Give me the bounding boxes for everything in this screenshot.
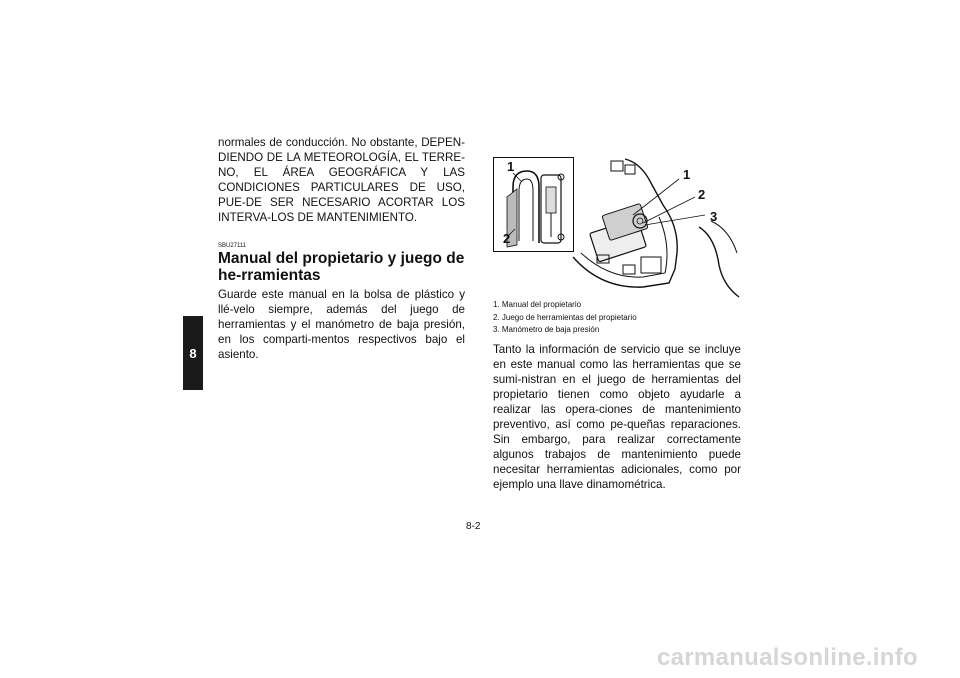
callout-3: 3 [710, 209, 718, 224]
right-column [493, 157, 741, 492]
chapter-tab: 8 [183, 316, 203, 390]
callout-2: 2 [698, 187, 706, 202]
figure-illustration [493, 157, 741, 299]
inset-callout-1: 1 [507, 159, 515, 174]
section-title: Manual del propietario y juego de he-rramientas [218, 250, 465, 284]
reference-code: SBU27111 [218, 243, 247, 249]
right-body-paragraph: Tanto la información de servicio que se incluye en este manual como las herramientas que se sumi-nistran en el juego de herramientas del propietario tienen como objeto ayudarle a realizar las opera-ciones de mantenimiento preventivo, así como pe-queñas reparaciones. Sin embargo, para realizar correctamente algunos trabajos de mantenimiento puede necesitar herramientas adicionales, como por ejemplo una llave dinamométrica. [493, 342, 741, 491]
body-panel [699, 227, 739, 297]
callout-1: 1 [683, 167, 691, 182]
section-body: Guarde este manual en la bolsa de plástico y llé-velo siempre, además del juego de herramientas y el manómetro de baja presión, en los comparti-mentos respectivos bajo el asiento. [218, 288, 465, 361]
intro-paragraph: normales de conducción. No obstante, DEPEN-DIENDO DE LA METEOROLOGÍA, EL TERRE-NO, EL ÁREA GEOGRÁFICA Y LAS CONDICIONES PARTICULARES DE USO, PUE-DE SER NECESARIO ACORTAR LOS INTERVA-LOS DE MANTENIMIENTO. [218, 136, 465, 224]
toolkit-figure [493, 157, 741, 299]
left-column [218, 135, 465, 362]
caption-item: 2. Juego de herramientas del propietario [493, 312, 637, 322]
inset-tool [546, 187, 556, 213]
caption-item: 3. Manómetro de baja presión [493, 325, 600, 334]
figure-captions [493, 299, 741, 337]
inset-callout-2: 2 [503, 231, 511, 246]
watermark: carmanualsonline.info [656, 644, 918, 671]
page-number: 8-2 [466, 521, 481, 532]
caption-item: 1. Manual del propietario [493, 300, 582, 309]
